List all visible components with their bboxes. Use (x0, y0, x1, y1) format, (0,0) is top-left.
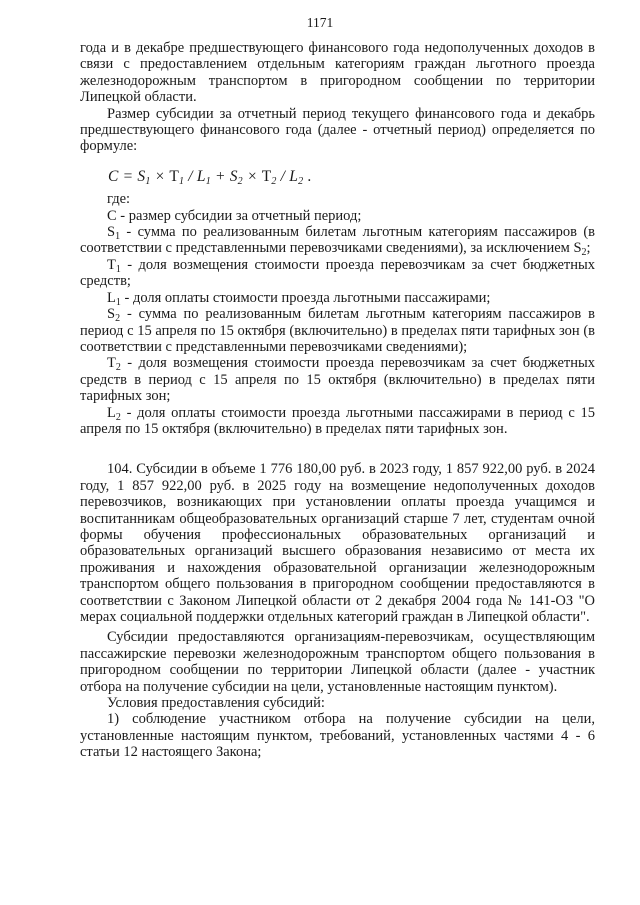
intro-paragraph: года и в декабре предшествующего финансового года недополученных доходов в связи с предоставлением отдельным категориям граждан льготного проезда железнодорожным транспортом в пригородном сообщении по территории Липецкой области. (80, 40, 595, 106)
document-body (80, 40, 595, 761)
definition-l2: $L_2$ - доля оплаты стоимости проезда льготными пассажирами в период с 15 апреля по 15 октября (включительно) в пределах пяти тарифных зон. (80, 404, 595, 437)
recipients-paragraph: Субсидии предоставляются организациям-перевозчикам, осуществляющим пассажирские перевозки железнодорожным транспортом общего пользования в пригородном сообщении по территории Липецкой области (далее - участник отбора на получение субсидии на цели, установленные настоящим пунктом). (80, 629, 595, 695)
section-104: 104. Субсидии в объеме 1 776 180,00 руб. в 2023 году, 1 857 922,00 руб. в 2024 году, 1 857 922,00 руб. в 2025 году на возмещение недополученных доходов перевозчиков, возникающих при установлении оплаты проезда учащимся и воспитанникам общеобразовательных организаций старше 7 лет, студентам очной формы обучения профессиональных образовательных организаций и образовательных организаций высшего образования независимо от места их проживания и нахождения образовательной организации железнодорожным транспортом общего пользования в пригородном сообщении предоставляются в соответствии с Законом Липецкой области от 2 декабря 2004 года № 141-ОЗ "О мерах социальной поддержки отдельных категорий граждан в Липецкой области". (80, 461, 595, 625)
definition-t1: $Т_1$ - доля возмещения стоимости проезда перевозчикам за счет бюджетных средств; (80, 256, 595, 290)
section-spacer (80, 437, 595, 461)
page-number: 1171 (306, 15, 334, 30)
conditions-label: Условия предоставления субсидий: (107, 695, 325, 712)
condition-1: 1) соблюдение участником отбора на получение субсидии на цели, установленные настоящим пунктом, требований, установленных частями 4 - 6 статьи 12 настоящего Закона; (80, 711, 595, 761)
where-label: где: (107, 191, 131, 208)
definition-c: С - размер субсидии за отчетный период; (107, 207, 362, 224)
subsidy-size-paragraph: Размер субсидии за отчетный период текущего финансового года и декабрь предшествующего финансового года (далее - отчетный период) определяется по формуле: (80, 105, 595, 155)
definition-l1: $L_1$ - доля оплаты стоимости проезда льготными пассажирами; (107, 289, 491, 308)
definition-t2: $Т_2$ - доля возмещения стоимости проезда перевозчикам за счет бюджетных средств в период с 15 апреля по 15 октября (включительно) в пределах пяти тарифных зон; (80, 355, 595, 405)
subsidy-formula: $C = S_1 \times T_1 / L_1 + S_2 \times T_2 / L_2$ . (108, 167, 312, 187)
definition-s1: $S_1$ - сумма по реализованным билетам льготным категориям пассажиров (в соответствии с представленными перевозчиками сведениями), за исключением $S_2$; (80, 224, 595, 259)
definition-s2: $S_2$ - сумма по реализованным билетам льготным категориям пассажиров в период с 15 апреля по 15 октября (включительно) в пределах пяти тарифных зон (в соответствии с представленными перевозчиками сведениями); (80, 306, 595, 355)
